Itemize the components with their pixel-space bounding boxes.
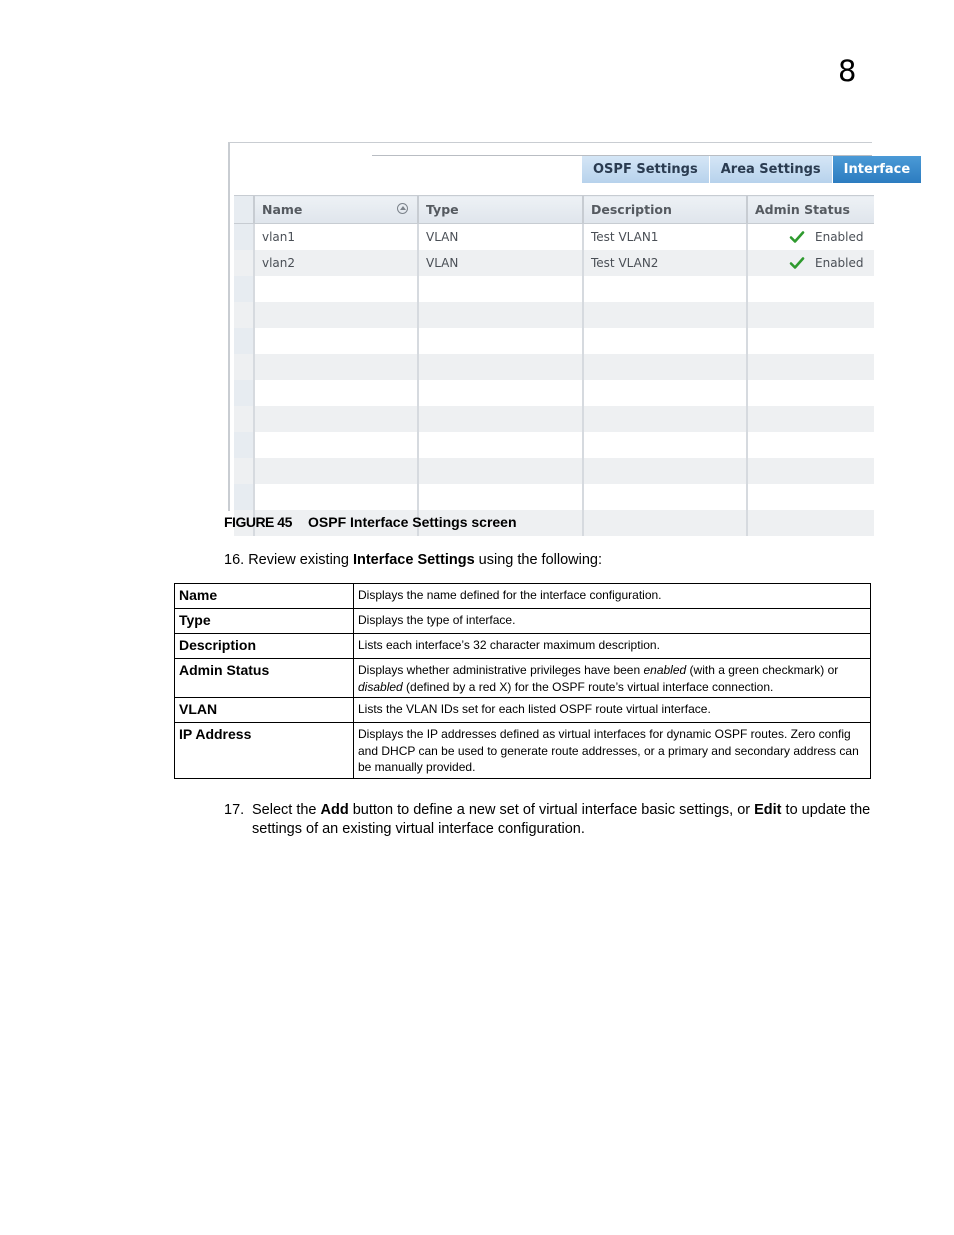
step-text-emphasis: Add [320,802,349,818]
definition-description: Lists each interface’s 32 character maximum description. [354,634,871,659]
cell-name: vlan1 [254,224,418,251]
cell-admin-status [747,250,874,276]
desc-part: Displays whether administrative privileges have been [358,663,644,677]
definition-term: Admin Status [175,659,354,698]
row-selector-header [234,196,254,224]
definition-description: Displays the type of interface. [354,609,871,634]
definition-table [174,583,871,779]
table-header-row [234,196,874,224]
figure-caption [224,514,517,530]
empty-row [234,380,874,406]
desc-emphasis: disabled [358,679,403,694]
definition-term: VLAN [175,698,354,723]
cell-admin-status [747,224,874,251]
definition-term: Type [175,609,354,634]
sort-ascending-icon[interactable] [397,203,408,214]
definition-description: Displays the name defined for the interface configuration. [354,584,871,609]
cell-type: VLAN [418,224,583,251]
definition-term: Description [175,634,354,659]
cell-description: Test VLAN2 [583,250,747,276]
cell-type: VLAN [418,250,583,276]
row-selector[interactable] [234,250,254,276]
chapter-number: 8 [838,54,857,88]
table-row[interactable] [234,224,874,251]
column-header-admin-status[interactable]: Admin Status [747,196,874,224]
definition-description [354,659,871,698]
step-text-post: using the following: [474,552,602,568]
definition-row [175,659,871,698]
ospf-interface-screenshot [228,142,911,511]
cell-description: Test VLAN1 [583,224,747,251]
step-text-part: Select the [252,802,321,818]
empty-row [234,406,874,432]
empty-row [234,302,874,328]
step-text [252,801,872,839]
definition-row [175,584,871,609]
desc-part: (defined by a red X) for the OSPF route’s virtual interface connection. [402,679,774,694]
definition-description: Lists the VLAN IDs set for each listed OSPF route virtual interface. [354,698,871,723]
checkmark-icon [790,256,804,270]
table-row[interactable] [234,250,874,276]
definition-row [175,609,871,634]
definition-row [175,723,871,779]
status-text: Enabled [815,255,864,270]
step-text-part: to update the settings of an existing virtual interface configuration. [252,802,871,837]
step-number: 16. [224,552,245,568]
step-text-emphasis: Edit [754,802,782,818]
cell-name: vlan2 [254,250,418,276]
definition-row [175,634,871,659]
empty-row [234,328,874,354]
tab-interface[interactable]: Interface [833,156,923,183]
step-number: 17. [224,802,245,818]
step-text-part: button to define a new set of virtual interface basic settings, or [348,802,755,818]
empty-row [234,484,874,510]
definition-term: Name [175,584,354,609]
empty-row [234,432,874,458]
figure-title: OSPF Interface Settings screen [308,514,517,530]
checkmark-icon [790,230,804,244]
desc-part: (with a green checkmark) or [686,663,839,677]
column-header-description[interactable]: Description [583,196,747,224]
step-text-pre: Review existing [248,552,353,568]
column-header-type[interactable]: Type [418,196,583,224]
column-header-name[interactable] [254,196,418,224]
desc-emphasis: enabled [643,663,687,677]
status-text: Enabled [815,229,864,244]
tab-bar [582,156,922,183]
definition-row [175,698,871,723]
empty-row [234,354,874,380]
tab-ospf-settings[interactable]: OSPF Settings [582,156,710,183]
figure-label: FIGURE 45 [224,514,292,530]
tab-area-settings[interactable]: Area Settings [710,156,833,183]
definition-description: Displays the IP addresses defined as virtual interfaces for dynamic OSPF routes. Zero config and DHCP can be used to generate route addresses, or a primary and secondary address can be manually provided. [354,723,871,779]
definition-term: IP Address [175,723,354,779]
column-label: Name [262,202,303,217]
row-selector[interactable] [234,224,254,251]
interface-table [234,195,874,536]
empty-row [234,276,874,302]
step-16 [224,551,602,570]
step-text-emphasis: Interface Settings [352,552,475,568]
empty-row [234,458,874,484]
